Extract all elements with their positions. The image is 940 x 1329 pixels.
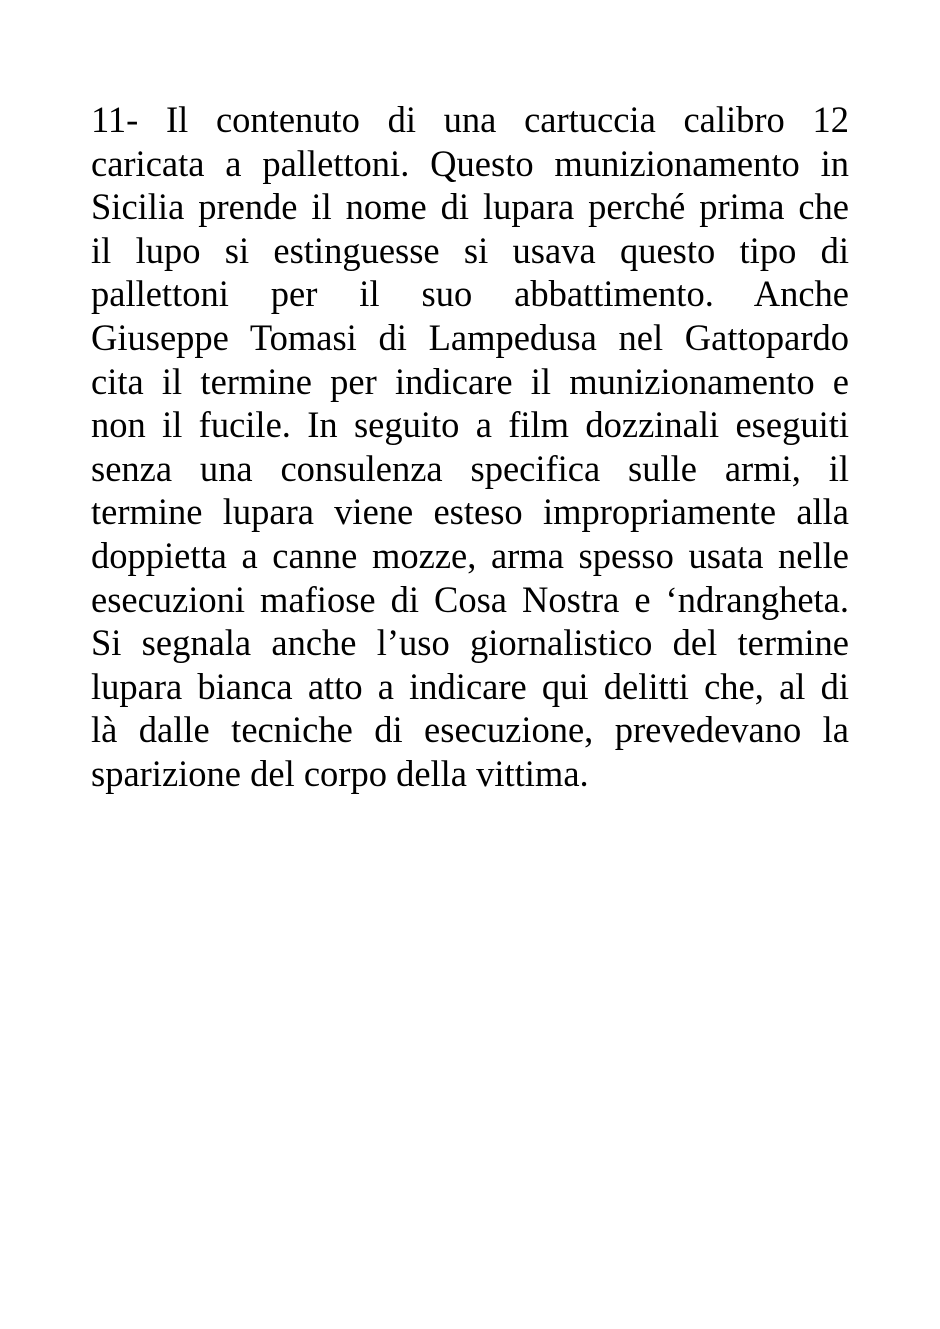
footnote-line: cita il termine per indicare il munizionamento e bbox=[91, 360, 849, 402]
footnote-line: Giuseppe Tomasi di Lampedusa nel Gattopardo bbox=[91, 316, 849, 358]
footnote-line: là dalle tecniche di esecuzione, prevedevano la bbox=[91, 709, 849, 751]
footnote-line: Si segnala anche l’uso giornalistico del termine bbox=[91, 622, 849, 664]
footnote-line: Sicilia prende il nome di lupara perché prima che bbox=[91, 186, 849, 228]
footnote-line-last: sparizione del corpo della vittima. bbox=[91, 752, 589, 794]
footnote-line: 11- Il contenuto di una cartuccia calibro 12 bbox=[91, 99, 849, 140]
footnote-line: esecuzioni mafiose di Cosa Nostra e ‘ndrangheta. bbox=[91, 578, 849, 620]
footnote-line: pallettoni per il suo abbattimento. Anche bbox=[91, 273, 849, 315]
footnote-line: il lupo si estinguesse si usava questo tipo di bbox=[91, 229, 849, 271]
footnote-line: lupara bianca atto a indicare qui delitti che, al di bbox=[91, 665, 849, 707]
footnote-line: caricata a pallettoni. Questo munizionamento in bbox=[91, 142, 849, 184]
footnote-line: non il fucile. In seguito a film dozzinali eseguiti bbox=[91, 404, 849, 446]
footnote-line: termine lupara viene esteso impropriamente alla bbox=[91, 491, 849, 533]
footnote-line: senza una consulenza specifica sulle armi, il bbox=[91, 447, 849, 489]
footnote-line: doppietta a canne mozze, arma spesso usata nelle bbox=[91, 534, 849, 576]
footnote-paragraph bbox=[91, 98, 849, 796]
